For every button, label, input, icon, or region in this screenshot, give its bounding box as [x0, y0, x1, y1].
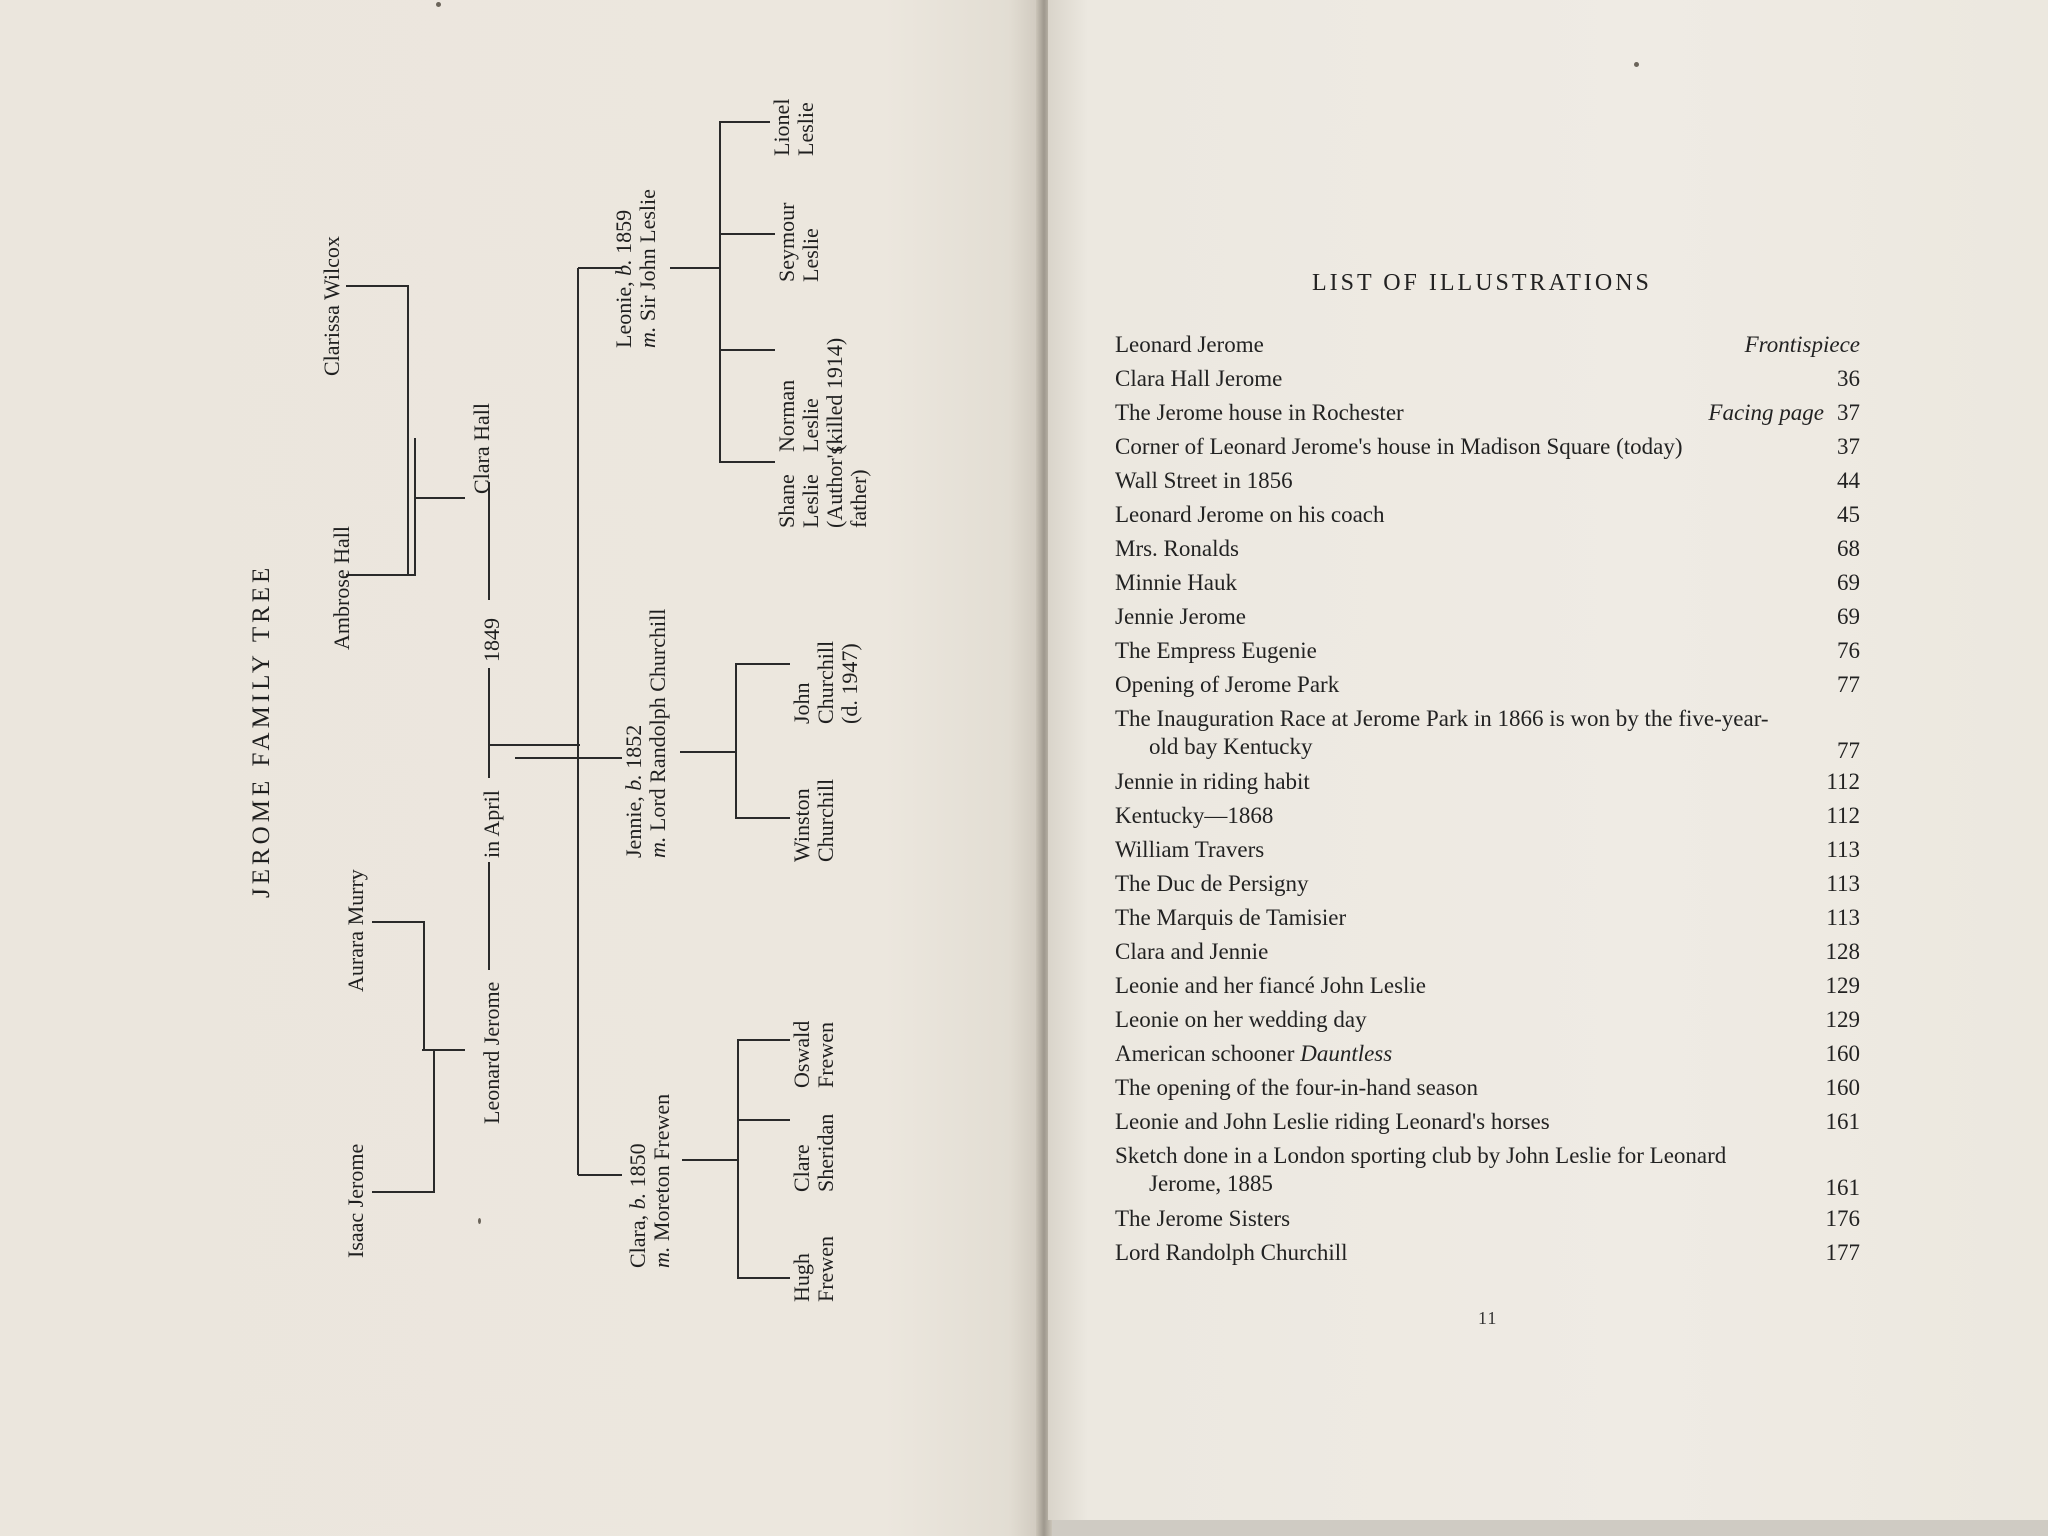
tree-seymour-leslie	[775, 203, 823, 282]
tree-winston-churchill	[790, 779, 838, 862]
page-ref: 112	[1826, 769, 1860, 794]
illustration-entry	[1115, 362, 1860, 396]
jennie-name: Jennie,	[621, 790, 646, 858]
caption-text: Corner of Leonard Jerome's house in Madison Square (today)	[1115, 434, 1683, 459]
illustration-caption	[1115, 705, 1860, 733]
winston-line-2: Churchill	[813, 778, 838, 862]
tree-john-churchill	[790, 641, 862, 724]
jennie-year: 1852	[621, 724, 646, 775]
tree-leonard-jerome: Leonard Jerome	[479, 981, 504, 1124]
illustration-entry	[1115, 498, 1860, 532]
jennie-married-abbr: m.	[645, 836, 670, 858]
tree-jennie	[622, 609, 670, 858]
page-ref: 176	[1825, 1206, 1860, 1231]
leonie-name: Leonie,	[611, 275, 636, 348]
illustration-entry	[1115, 464, 1860, 498]
tree-marriage-year: 1849	[479, 618, 504, 662]
oswald-line-2: Frewen	[813, 1022, 838, 1088]
tree-norman-leslie	[775, 338, 847, 452]
illustration-entry	[1115, 532, 1860, 566]
page-speck	[1634, 62, 1639, 67]
lionel-line-1: Lionel	[769, 98, 794, 156]
clara-married-abbr: m.	[649, 1246, 674, 1268]
line-aurara	[372, 922, 424, 1050]
caption-continuation: old bay Kentucky	[1149, 734, 1313, 759]
illustration-caption	[1115, 532, 1860, 566]
caption-text: Leonie on her wedding day	[1115, 1007, 1367, 1032]
shane-line-2: Leslie	[798, 474, 823, 528]
illustration-caption	[1115, 969, 1860, 1003]
page-ref: 113	[1826, 871, 1860, 896]
caption-text: William Travers	[1115, 837, 1265, 862]
oswald-line-1: Oswald	[789, 1020, 814, 1088]
caption-text: The Duc de Persigny	[1115, 871, 1309, 896]
page-ref: 161	[1825, 1175, 1860, 1200]
illustration-entry	[1115, 901, 1860, 935]
norman-line-3: (killed 1914)	[822, 337, 847, 452]
leonie-married-abbr: m.	[635, 326, 660, 348]
illustration-caption	[1115, 1236, 1860, 1270]
caption-text: Jennie in riding habit	[1115, 769, 1310, 794]
line-clarissa	[346, 286, 408, 575]
illustration-entry	[1115, 969, 1860, 1003]
tree-clarissa-wilcox: Clarissa Wilcox	[319, 236, 344, 376]
page-ref: 37	[1837, 400, 1860, 425]
caption-text: Leonard Jerome	[1115, 332, 1264, 357]
john-line-1: John	[789, 682, 814, 724]
tree-clara-hall: Clara Hall	[469, 402, 494, 494]
shane-line-4: father)	[846, 469, 871, 528]
caption-text: Mrs. Ronalds	[1115, 536, 1239, 561]
illustration-caption	[1115, 1003, 1860, 1037]
hugh-line-2: Frewen	[813, 1236, 838, 1302]
illustration-caption	[1115, 935, 1860, 969]
bar-leonie-kids	[720, 122, 775, 462]
tree-oswald-frewen	[790, 1021, 838, 1088]
caption-text: American schooner	[1115, 1041, 1301, 1066]
caption-text: Clara and Jennie	[1115, 939, 1269, 964]
page-ref: 77	[1837, 672, 1860, 697]
illustration-caption	[1115, 1071, 1860, 1105]
illustration-entry	[1115, 1105, 1860, 1139]
page-ref: 36	[1837, 366, 1860, 391]
illustration-entry	[1115, 1037, 1860, 1071]
clara-year: 1850	[625, 1143, 650, 1193]
illustration-entry	[1115, 1202, 1860, 1236]
tree-leonie	[612, 189, 660, 348]
tree-clare-sheridan	[790, 1114, 838, 1192]
illustration-entry	[1115, 634, 1860, 668]
page-speck	[478, 1218, 481, 1224]
page-ref: 112	[1826, 803, 1860, 828]
leonie-spouse: Sir John Leslie	[635, 189, 660, 327]
page-ref: 177	[1825, 1240, 1860, 1265]
illustration-entry	[1115, 600, 1860, 634]
page-ref: 113	[1826, 905, 1860, 930]
illustration-entry	[1115, 1139, 1860, 1202]
tree-title: JEROME FAMILY TREE	[248, 563, 275, 898]
page-ref: 160	[1825, 1075, 1860, 1100]
line-isaac-aurara	[372, 1050, 434, 1192]
illustration-caption	[1115, 799, 1860, 833]
illustration-entry	[1115, 430, 1860, 464]
illustration-entry	[1115, 935, 1860, 969]
caption-text: Leonard Jerome on his coach	[1115, 502, 1385, 527]
illustration-caption	[1115, 1142, 1860, 1170]
tree-clara	[626, 1094, 674, 1268]
illustration-caption	[1115, 362, 1860, 396]
page-ref: 69	[1837, 570, 1860, 595]
jennie-born-abbr: b.	[621, 774, 646, 791]
tree-lionel-leslie	[770, 99, 818, 156]
clare-line-2: Sheridan	[813, 1113, 838, 1192]
tree-shane-leslie	[775, 446, 871, 528]
page-ref: 69	[1837, 604, 1860, 629]
caption-text: Clara Hall Jerome	[1115, 366, 1283, 391]
caption-text: Leonie and John Leslie riding Leonard's horses	[1115, 1109, 1550, 1134]
illustration-entry	[1115, 566, 1860, 600]
caption-text: Opening of Jerome Park	[1115, 672, 1340, 697]
seymour-line-1: Seymour	[774, 202, 799, 282]
page-ref: 113	[1826, 837, 1860, 862]
clara-spouse: Moreton Frewen	[649, 1093, 674, 1247]
clara-name: Clara,	[625, 1209, 650, 1268]
tree-marriage-in-april: in April	[479, 790, 504, 858]
illustration-entry	[1115, 702, 1860, 765]
illustration-entry	[1115, 1236, 1860, 1270]
caption-continuation: Jerome, 1885	[1149, 1171, 1273, 1196]
illustration-entry	[1115, 867, 1860, 901]
illustration-entry	[1115, 668, 1860, 702]
page-ref: 44	[1837, 468, 1860, 493]
tree-hugh-frewen	[790, 1236, 838, 1302]
caption-text: The Inauguration Race at Jerome Park in 1866 is won by the five-year-	[1115, 706, 1769, 731]
page-ref: 129	[1825, 973, 1860, 998]
page-ref: 161	[1825, 1109, 1860, 1134]
caption-text: Kentucky—1868	[1115, 803, 1274, 828]
seymour-line-2: Leslie	[798, 228, 823, 282]
illustration-caption	[1115, 901, 1860, 935]
lionel-line-2: Leslie	[793, 102, 818, 156]
illustration-entry	[1115, 1071, 1860, 1105]
illustration-caption	[1115, 498, 1860, 532]
illustration-entry	[1115, 328, 1860, 362]
caption-text: The Jerome house in Rochester	[1115, 400, 1404, 425]
caption-text: The Jerome Sisters	[1115, 1206, 1291, 1231]
illustration-caption	[1115, 867, 1860, 901]
page-ref: Frontispiece	[1744, 332, 1860, 357]
shane-line-3: (Author's	[822, 445, 847, 528]
caption-text: Jennie Jerome	[1115, 604, 1246, 629]
john-line-3: (d. 1947)	[837, 643, 862, 724]
tree-ambrose-hall: Ambrose Hall	[329, 525, 354, 650]
caption-text: The opening of the four-in-hand season	[1115, 1075, 1478, 1100]
illustration-caption	[1115, 1202, 1860, 1236]
caption-italic-text: Dauntless	[1300, 1041, 1393, 1066]
illustration-entry	[1115, 799, 1860, 833]
illustration-entry	[1115, 1003, 1860, 1037]
tree-isaac-jerome: Isaac Jerome	[343, 1143, 368, 1258]
caption-text: Lord Randolph Churchill	[1115, 1240, 1348, 1265]
jennie-spouse: Lord Randolph Churchill	[645, 608, 670, 837]
page-ref: 129	[1825, 1007, 1860, 1032]
caption-text: Minnie Hauk	[1115, 570, 1238, 595]
winston-line-1: Winston	[789, 788, 814, 862]
illustrations-list	[1115, 328, 1860, 1270]
norman-line-2: Leslie	[798, 398, 823, 452]
illustration-entry	[1115, 396, 1860, 430]
bar-clara-kids	[738, 1040, 790, 1278]
shane-line-1: Shane	[774, 474, 799, 528]
page-ref: 76	[1837, 638, 1860, 663]
tree-aurara-murry: Aurara Murry	[343, 869, 368, 992]
leonie-born-abbr: b.	[611, 259, 636, 276]
page-ref: 160	[1825, 1041, 1860, 1066]
illustration-caption	[1115, 566, 1860, 600]
illustration-caption	[1115, 1037, 1860, 1071]
line-ambrose	[346, 438, 415, 575]
norman-line-1: Norman	[774, 379, 799, 452]
illustration-entry	[1115, 765, 1860, 799]
illustration-caption	[1115, 634, 1860, 668]
hugh-line-1: Hugh	[789, 1253, 814, 1302]
illustration-caption	[1115, 765, 1860, 799]
illustration-entry	[1115, 833, 1860, 867]
illustration-caption	[1115, 464, 1860, 498]
page-number: 11	[1478, 1308, 1498, 1328]
clare-line-1: Clare	[789, 1144, 814, 1192]
clara-born-abbr: b.	[625, 1192, 650, 1210]
caption-text: Wall Street in 1856	[1115, 468, 1293, 493]
facing-page-label: Facing page	[1708, 400, 1824, 425]
page-ref: 68	[1837, 536, 1860, 561]
list-of-illustrations-title: LIST OF ILLUSTRATIONS	[1312, 270, 1652, 296]
caption-text: The Marquis de Tamisier	[1115, 905, 1347, 930]
illustration-caption	[1115, 668, 1860, 702]
page-ref: 45	[1837, 502, 1860, 527]
illustration-caption	[1115, 600, 1860, 634]
page-ref: 77	[1837, 738, 1860, 763]
caption-text: Leonie and her fiancé John Leslie	[1115, 973, 1427, 998]
illustration-caption	[1115, 833, 1860, 867]
bar-jennie-kids	[736, 664, 790, 818]
leonie-year: 1859	[611, 209, 636, 260]
illustration-caption	[1115, 1105, 1860, 1139]
page-ref: 37	[1837, 434, 1860, 459]
page-speck	[436, 2, 441, 7]
caption-text: Sketch done in a London sporting club by John Leslie for Leonard	[1115, 1143, 1727, 1168]
caption-text: The Empress Eugenie	[1115, 638, 1317, 663]
illustration-caption	[1115, 430, 1860, 464]
john-line-2: Churchill	[813, 640, 838, 724]
page-ref: 128	[1825, 939, 1860, 964]
